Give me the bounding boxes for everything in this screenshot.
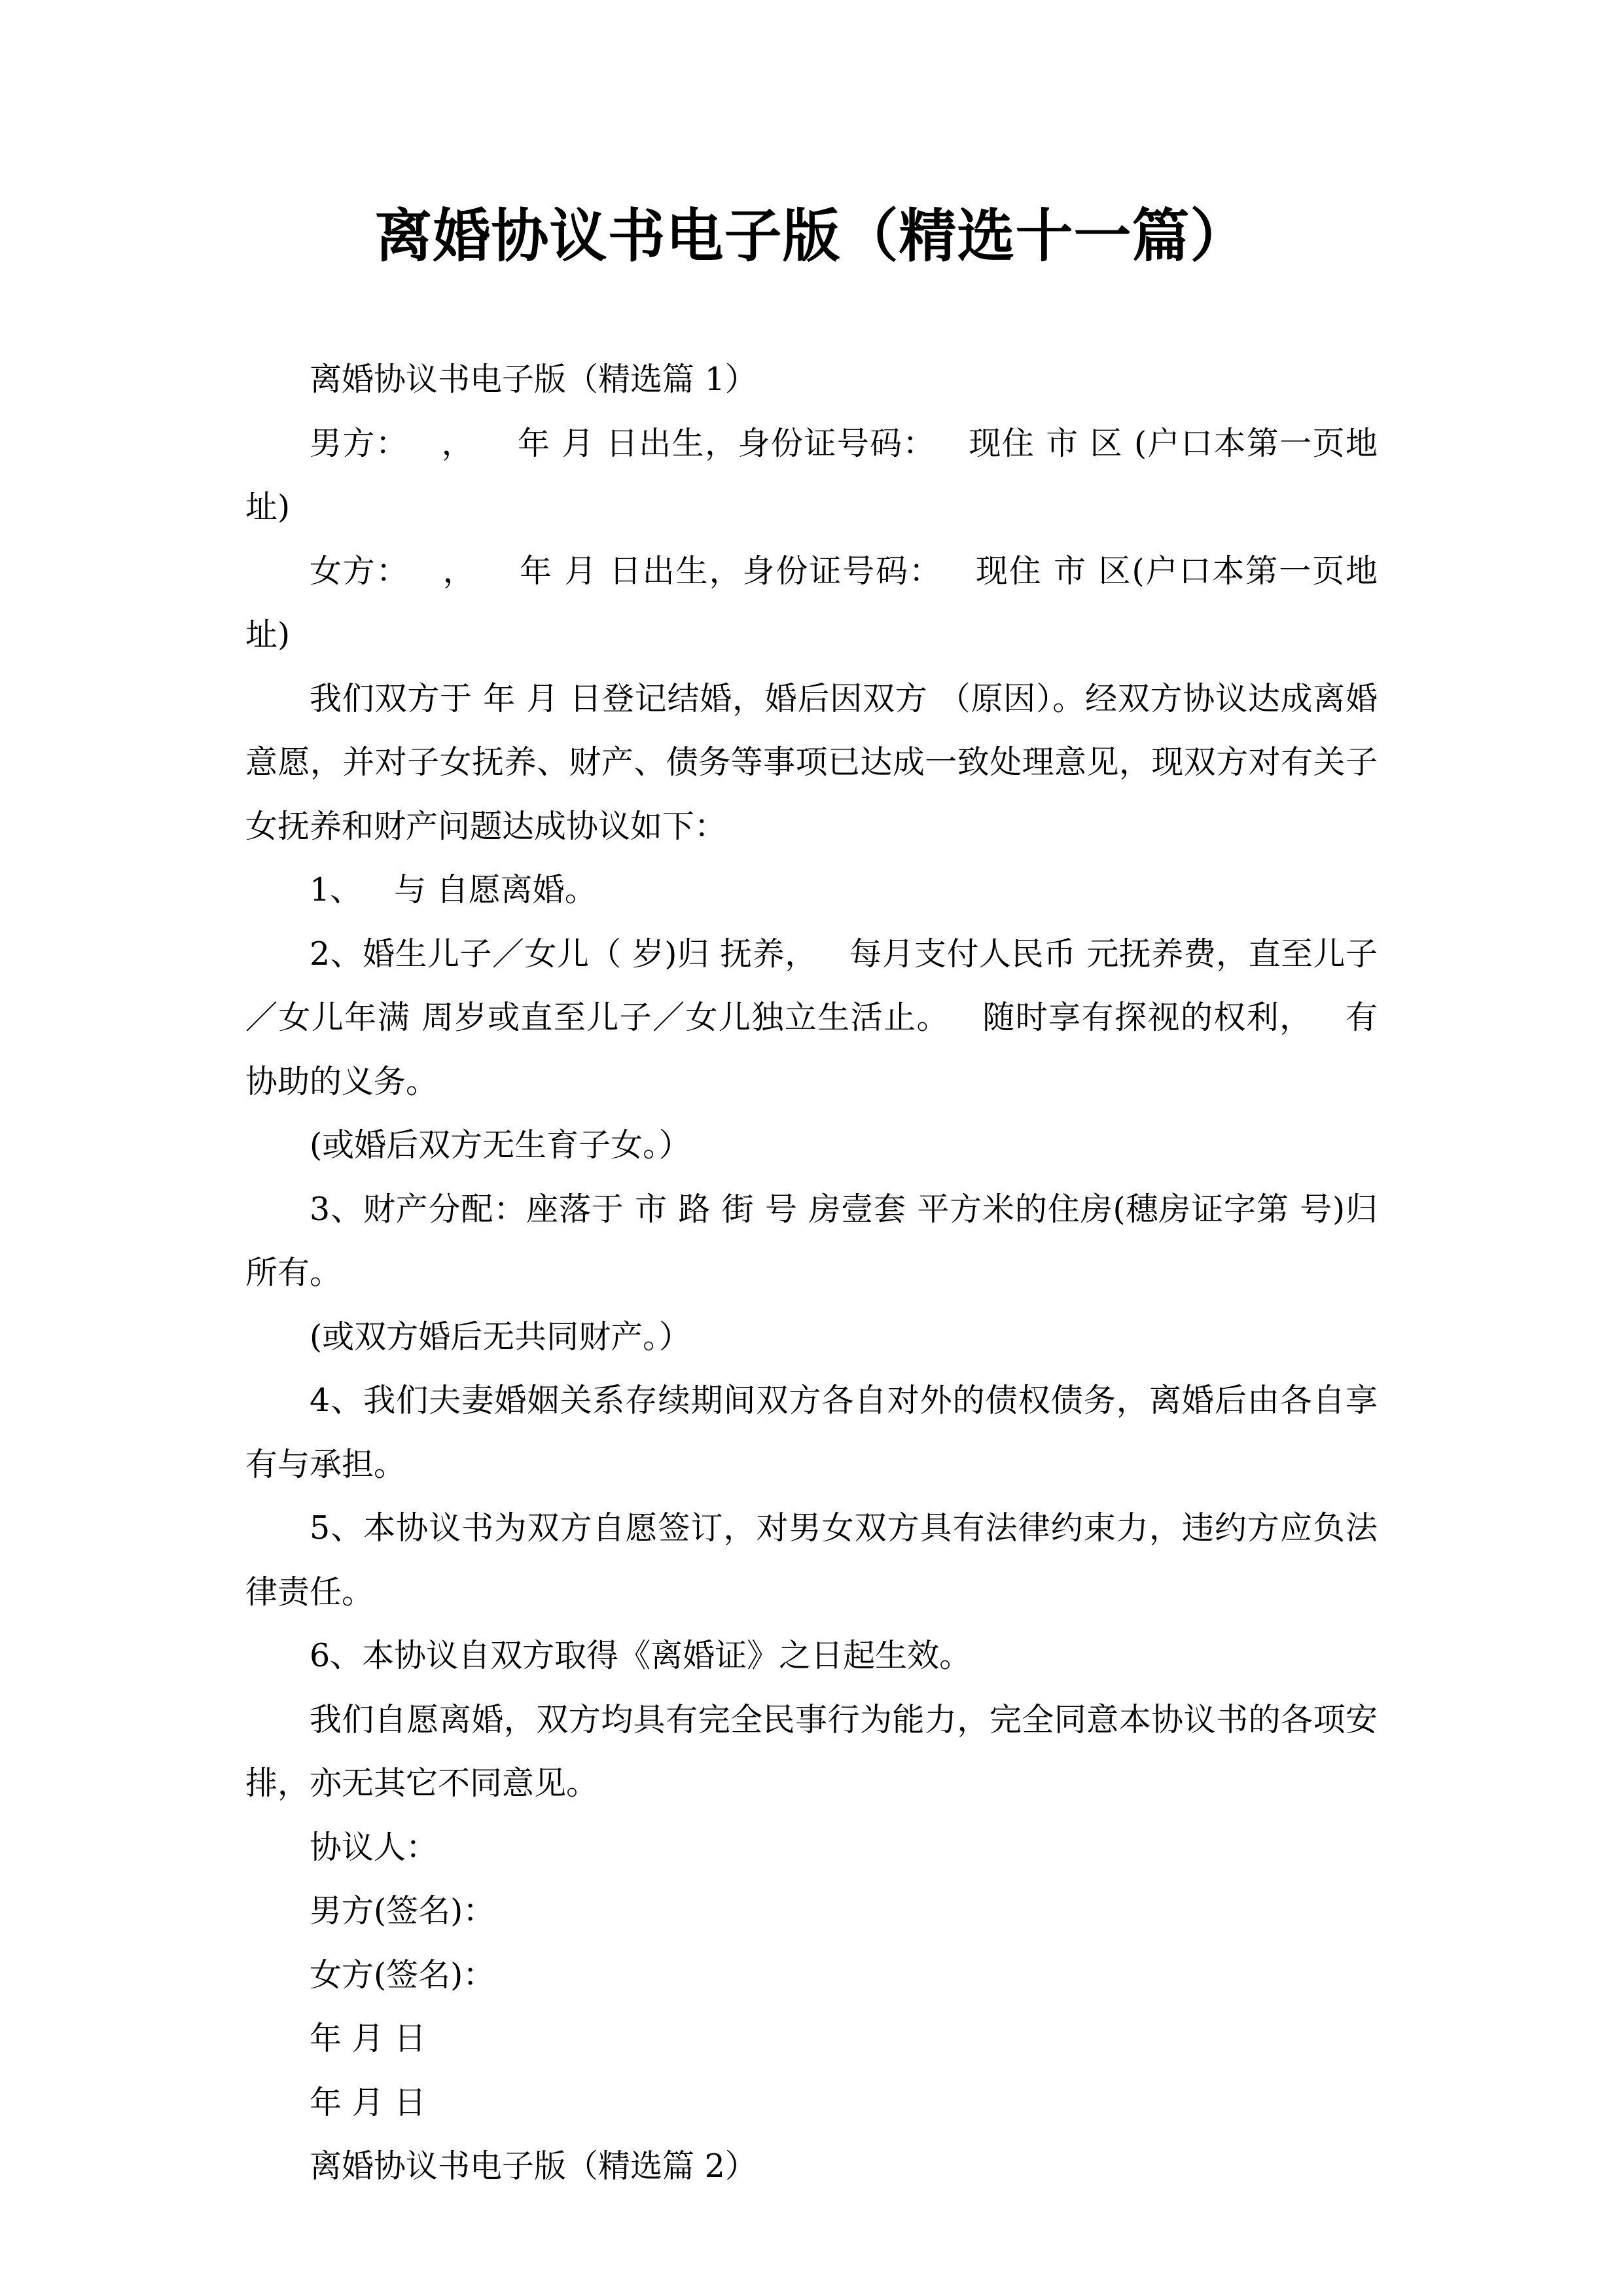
- document-title: 离婚协议书电子版（精选十一篇）: [374, 202, 1249, 270]
- paragraph-clause-2: 2、婚生儿子／女儿（ 岁)归 抚养， 每月支付人民币 元抚养费，直至儿子／女儿年满 周岁或直至儿子／女儿独立生活止。 随时享有探视的权利， 有协助的义务。: [245, 935, 1378, 1100]
- section-2-heading: 离婚协议书电子版（精选篇 2）: [310, 2147, 757, 2185]
- label-parties: 协议人：: [310, 1828, 438, 1866]
- section-1-heading: 离婚协议书电子版（精选篇 1）: [310, 361, 757, 398]
- paragraph-wife-info: 女方： ， 年 月 日出生，身份证号码： 现住 市 区(户口本第一页地址): [245, 552, 1378, 653]
- paragraph-clause-2-alt: (或婚后双方无生育子女。）: [310, 1126, 691, 1164]
- label-wife-signature: 女方(签名)：: [310, 1956, 495, 1994]
- paragraph-closing: 我们自愿离婚，双方均具有完全民事行为能力，完全同意本协议书的各项安排，亦无其它不同意见。: [245, 1700, 1378, 1802]
- paragraph-clause-3-alt: (或双方婚后无共同财产。）: [310, 1318, 691, 1355]
- paragraph-preamble: 我们双方于 年 月 日登记结婚，婚后因双方 （原因）。经双方协议达成离婚意愿，并对子女抚养、财产、债务等事项已达成一致处理意见，现双方对有关子女抚养和财产问题达成协议如下：: [245, 679, 1378, 845]
- paragraph-husband-info: 男方： ， 年 月 日出生，身份证号码： 现住 市 区 (户口本第一页地址): [245, 424, 1378, 526]
- document-body: [245, 348, 1378, 2198]
- paragraph-clause-3: 3、财产分配：座落于 市 路 街 号 房壹套 平方米的住房(穗房证字第 号)归所有。: [245, 1190, 1378, 1291]
- label-date-wife: 年 月 日: [310, 2083, 427, 2121]
- label-date-husband: 年 月 日: [310, 2020, 427, 2057]
- paragraph-clause-4: 4、我们夫妻婚姻关系存续期间双方各自对外的债权债务，离婚后由各自享有与承担。: [245, 1382, 1378, 1483]
- paragraph-clause-5: 5、本协议书为双方自愿签订，对男女双方具有法律约束力，违约方应负法律责任。: [245, 1509, 1378, 1611]
- paragraph-clause-1: 1、 与 自愿离婚。: [310, 871, 597, 908]
- paragraph-clause-6: 6、本协议自双方取得《离婚证》之日起生效。: [310, 1637, 972, 1674]
- label-husband-signature: 男方(签名)：: [310, 1892, 495, 1929]
